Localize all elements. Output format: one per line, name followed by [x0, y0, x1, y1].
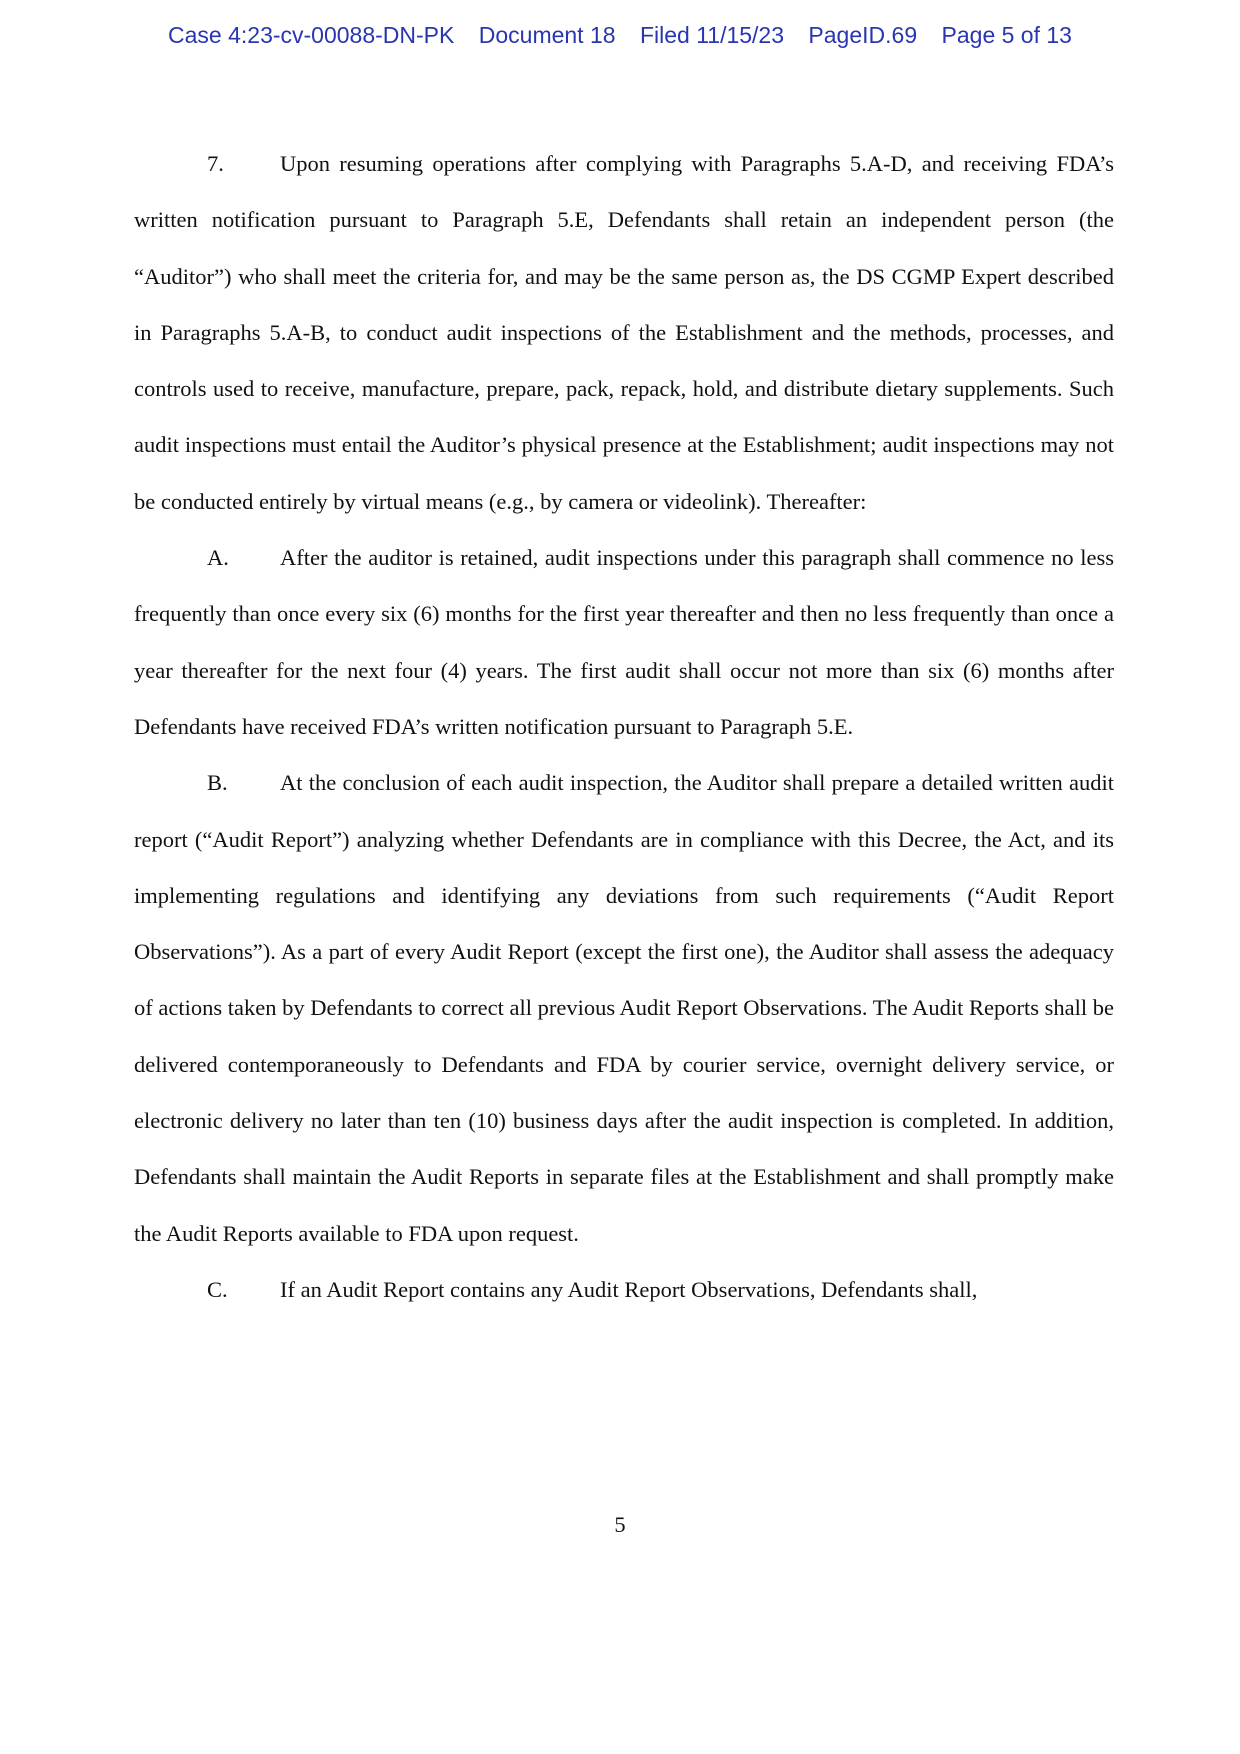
paragraph-number: 7.: [207, 151, 224, 176]
page-id: PageID.69: [808, 22, 918, 48]
paragraph-number: A.: [207, 545, 229, 571]
paragraph-b: [134, 755, 1114, 1262]
page-of: Page 5 of 13: [941, 22, 1072, 48]
paragraph-number: C.: [207, 1276, 228, 1302]
paragraph-7: [134, 136, 1114, 530]
case-number: Case 4:23-cv-00088-DN-PK: [168, 22, 455, 48]
paragraph-text: Upon resuming operations after complying with Paragraphs 5.A-D, and receiving FDA’s written notification pursuant to Paragraph 5.E, Defendants shall retain an independent person (the “Auditor”) who shall meet the criteria for, and may be the same person as, the DS CGMP Expert described in Paragraphs 5.A-B, to conduct audit inspections of the Establishment and the methods, processes, and controls used to receive, manufacture, prepare, pack, repack, hold, and distribute dietary supplements. Such audit inspections must entail the Auditor’s physical presence at the Establishment; audit inspections may not be conducted entirely by virtual means (e.g., by camera or videolink). Thereafter:: [134, 151, 1114, 514]
paragraph-number: B.: [207, 770, 228, 796]
document-number: Document 18: [478, 22, 616, 48]
paragraph-text: After the auditor is retained, audit inspections under this paragraph shall commence no less frequently than once every six (6) months for the first year thereafter and then no less frequently than once a year thereafter for the next four (4) years. The first audit shall occur not more than six (6) months after Defendants have received FDA’s written notification pursuant to Paragraph 5.E.: [134, 545, 1114, 739]
page-number: 5: [614, 1512, 626, 1537]
paragraph-a: [134, 530, 1114, 755]
paragraph-c: [134, 1262, 1114, 1318]
case-header: [0, 22, 1240, 49]
paragraph-text: If an Audit Report contains any Audit Report Observations, Defendants shall,: [280, 1276, 978, 1302]
paragraph-text: At the conclusion of each audit inspection, the Auditor shall prepare a detailed written audit report (“Audit Report”) analyzing whether Defendants are in compliance with this Decree, the Act, and its implementing regulations and identifying any deviations from such requirements (“Audit Report Observations”). As a part of every Audit Report (except the first one), the Auditor shall assess the adequacy of actions taken by Defendants to correct all previous Audit Report Observations. The Audit Reports shall be delivered contemporaneously to Defendants and FDA by courier service, overnight delivery service, or electronic delivery no later than ten (10) business days after the audit inspection is completed. In addition, Defendants shall maintain the Audit Reports in separate files at the Establishment and shall promptly make the Audit Reports available to FDA upon request.: [134, 770, 1114, 1246]
filed-date: Filed 11/15/23: [639, 22, 785, 48]
body-text: [134, 136, 1114, 1318]
